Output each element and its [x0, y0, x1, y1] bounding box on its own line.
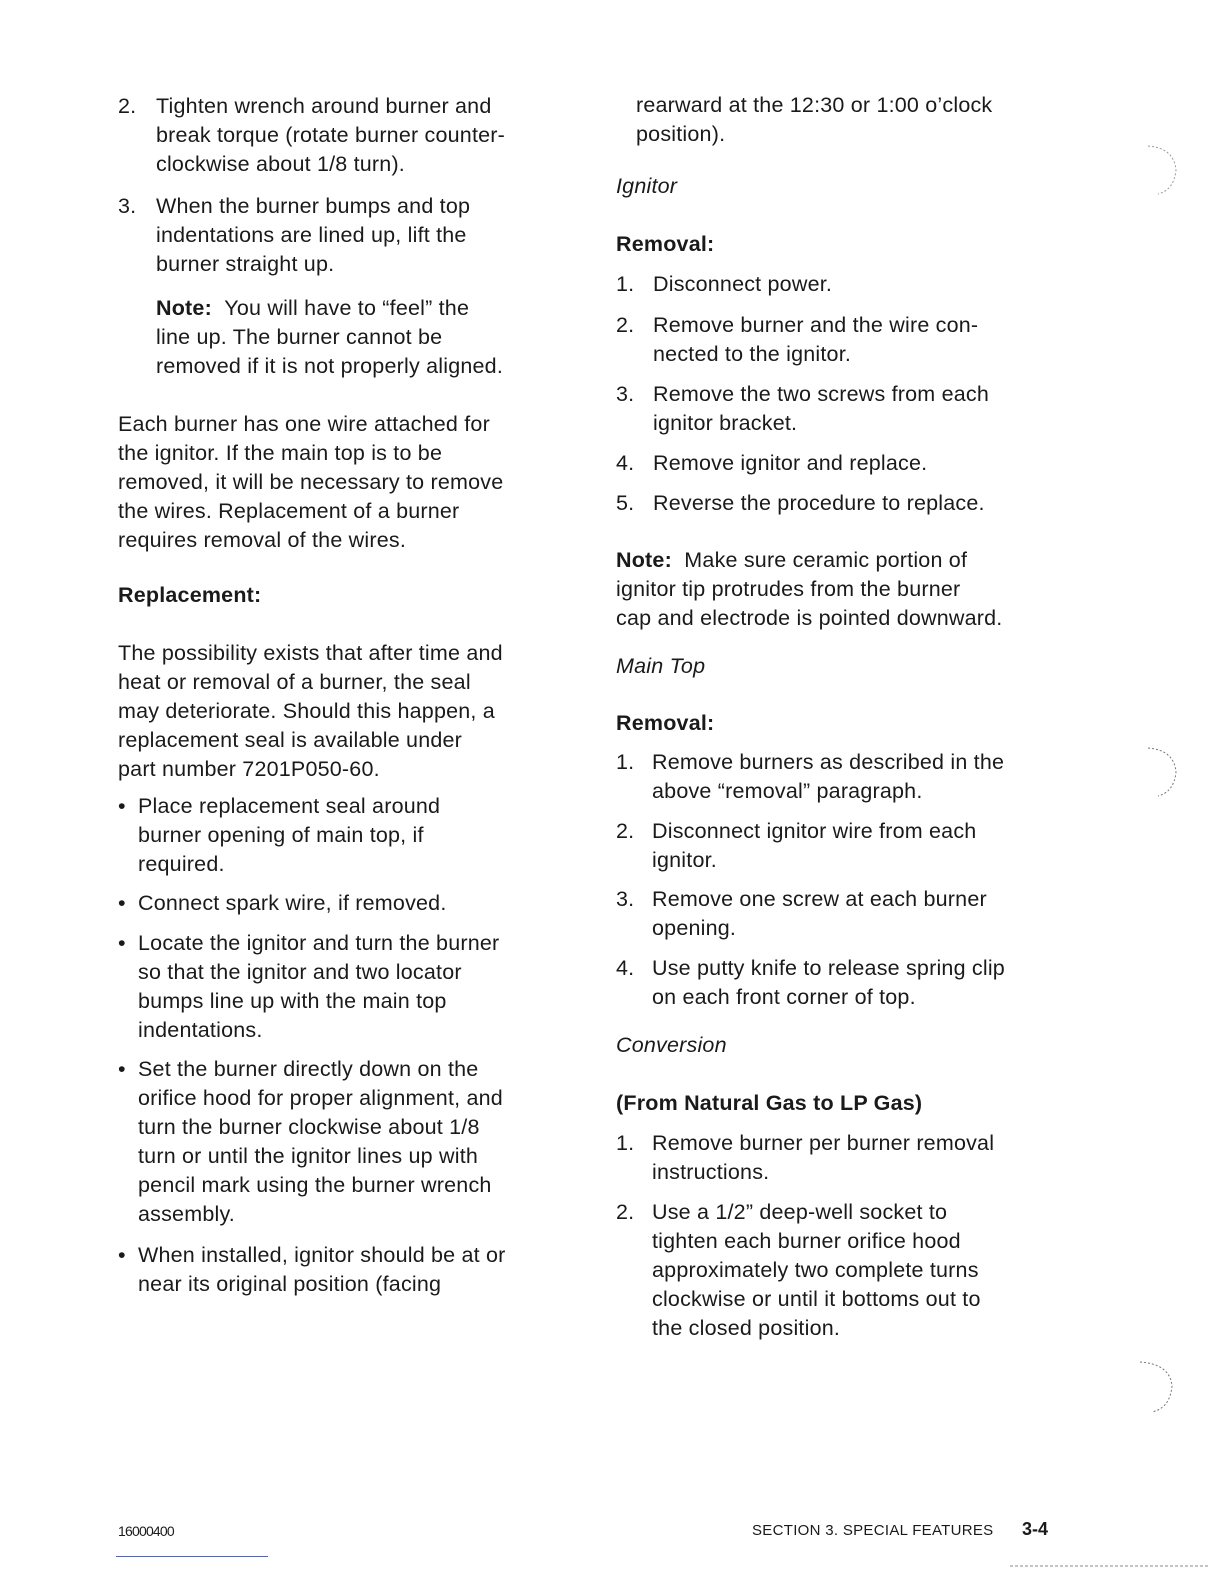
- text-line: Make sure ceramic portion of: [684, 548, 968, 572]
- text-line: part number 7201P050-60.: [118, 757, 380, 781]
- text-line: Disconnect ignitor wire from each: [652, 819, 977, 843]
- step-number: 1.: [616, 272, 635, 296]
- main-top-removal-heading: Removal:: [616, 711, 715, 735]
- step-number: 5.: [616, 491, 635, 515]
- text-line: the ignitor. If the main top is to be: [118, 441, 443, 465]
- text-line: tighten each burner orifice hood: [652, 1229, 961, 1253]
- conversion-subheading: (From Natural Gas to LP Gas): [616, 1091, 923, 1115]
- step-number: 2.: [616, 819, 635, 843]
- text-line: opening.: [652, 916, 737, 940]
- text-line: ignitor tip protrudes from the burner: [616, 577, 961, 601]
- text-line: replacement seal is available under: [118, 728, 463, 752]
- page-number: 3-4: [1022, 1519, 1049, 1539]
- bullet-continuation: [636, 91, 1066, 149]
- text-line: clockwise about 1/8 turn).: [156, 152, 405, 176]
- text-line: indentations.: [138, 1018, 263, 1042]
- text-line: indentations are lined up, lift the: [156, 223, 467, 247]
- text-line: Disconnect power.: [653, 272, 833, 296]
- text-line: Use putty knife to release spring clip: [652, 956, 1005, 980]
- text-line: may deteriorate. Should this happen, a: [118, 699, 495, 723]
- text-line: required.: [138, 852, 225, 876]
- text-line: assembly.: [138, 1202, 235, 1226]
- text-line: removed if it is not properly aligned.: [156, 354, 503, 378]
- text-line: on each front corner of top.: [652, 985, 916, 1009]
- replacement-heading: Replacement:: [118, 583, 262, 607]
- text-line: Tighten wrench around burner and: [156, 94, 492, 118]
- step-number: 2.: [616, 1200, 635, 1224]
- step-number: 2.: [616, 313, 635, 337]
- text-line: pencil mark using the burner wrench: [138, 1173, 492, 1197]
- text-line: above “removal” paragraph.: [652, 779, 923, 803]
- text-line: burner straight up.: [156, 252, 335, 276]
- text-line: rearward at the 12:30 or 1:00 o’clock: [636, 93, 993, 117]
- text-line: Remove the two screws from each: [653, 382, 989, 406]
- paragraph-seal: [118, 639, 568, 784]
- section-title: SECTION 3. SPECIAL FEATURES: [752, 1522, 994, 1539]
- text-line: When the burner bumps and top: [156, 194, 471, 218]
- text-line: Remove one screw at each burner: [652, 887, 987, 911]
- text-line: The possibility exists that after time and: [118, 641, 503, 665]
- text-line: Connect spark wire, if removed.: [138, 891, 447, 915]
- punch-hole-mark: [1138, 742, 1188, 802]
- text-line: requires removal of the wires.: [118, 528, 406, 552]
- main-top-heading: Main Top: [616, 654, 706, 678]
- text-line: the wires. Replacement of a burner: [118, 499, 460, 523]
- text-line: ignitor bracket.: [653, 411, 798, 435]
- step-number: 4.: [616, 956, 635, 980]
- text-line: Remove burner and the wire con-: [653, 313, 979, 337]
- footer-rule: [116, 1556, 268, 1557]
- text-line: near its original position (facing: [138, 1272, 442, 1296]
- scan-edge-line: [1010, 1562, 1210, 1570]
- text-line: break torque (rotate burner counter-: [156, 123, 505, 147]
- text-line: heat or removal of a burner, the seal: [118, 670, 471, 694]
- text-line: Each burner has one wire attached for: [118, 412, 490, 436]
- text-line: Reverse the procedure to replace.: [653, 491, 985, 515]
- text-line: Remove ignitor and replace.: [653, 451, 928, 475]
- note-feel-lineup: [156, 294, 576, 381]
- text-line: position).: [636, 122, 726, 146]
- conversion-heading: Conversion: [616, 1033, 727, 1057]
- bullet-icon: •: [118, 1243, 126, 1267]
- text-line: orifice hood for proper alignment, and: [138, 1086, 503, 1110]
- text-line: Place replacement seal around: [138, 794, 441, 818]
- punch-hole-mark: [1130, 1356, 1185, 1416]
- text-line: the closed position.: [652, 1316, 841, 1340]
- step-number: 1.: [616, 750, 635, 774]
- note-ceramic: [616, 546, 1066, 633]
- text-line: approximately two complete turns: [652, 1258, 979, 1282]
- text-line: bumps line up with the main top: [138, 989, 447, 1013]
- text-line: You will have to “feel” the: [224, 296, 470, 320]
- text-line: Set the burner directly down on the: [138, 1057, 479, 1081]
- text-line: so that the ignitor and two locator: [138, 960, 462, 984]
- document-number: 16000400: [118, 1523, 174, 1539]
- step-number: 3.: [616, 887, 635, 911]
- ignitor-heading: Ignitor: [616, 174, 678, 198]
- text-line: nected to the ignitor.: [653, 342, 852, 366]
- text-line: turn the burner clockwise about 1/8: [138, 1115, 480, 1139]
- note-label: Note:: [616, 548, 672, 572]
- step-number: 3.: [118, 194, 137, 218]
- text-line: When installed, ignitor should be at or: [138, 1243, 506, 1267]
- text-line: line up. The burner cannot be: [156, 325, 443, 349]
- ignitor-removal-heading: Removal:: [616, 232, 715, 256]
- text-line: clockwise or until it bottoms out to: [652, 1287, 981, 1311]
- bullet-icon: •: [118, 1057, 126, 1081]
- text-line: Locate the ignitor and turn the burner: [138, 931, 500, 955]
- bullet-icon: •: [118, 794, 126, 818]
- text-line: ignitor.: [652, 848, 717, 872]
- step-number: 2.: [118, 94, 137, 118]
- text-line: cap and electrode is pointed downward.: [616, 606, 1003, 630]
- text-line: Remove burners as described in the: [652, 750, 1005, 774]
- text-line: instructions.: [652, 1160, 770, 1184]
- step-number: 1.: [616, 1131, 635, 1155]
- text-line: Use a 1/2” deep-well socket to: [652, 1200, 948, 1224]
- text-line: Remove burner per burner removal: [652, 1131, 995, 1155]
- step-number: 4.: [616, 451, 635, 475]
- text-line: turn or until the ignitor lines up with: [138, 1144, 479, 1168]
- bullet-icon: •: [118, 931, 126, 955]
- punch-hole-mark: [1138, 140, 1188, 200]
- text-line: removed, it will be necessary to remove: [118, 470, 504, 494]
- paragraph-wires: [118, 410, 568, 555]
- bullet-icon: •: [118, 891, 126, 915]
- text-line: burner opening of main top, if: [138, 823, 424, 847]
- step-number: 3.: [616, 382, 635, 406]
- note-label: Note:: [156, 296, 212, 320]
